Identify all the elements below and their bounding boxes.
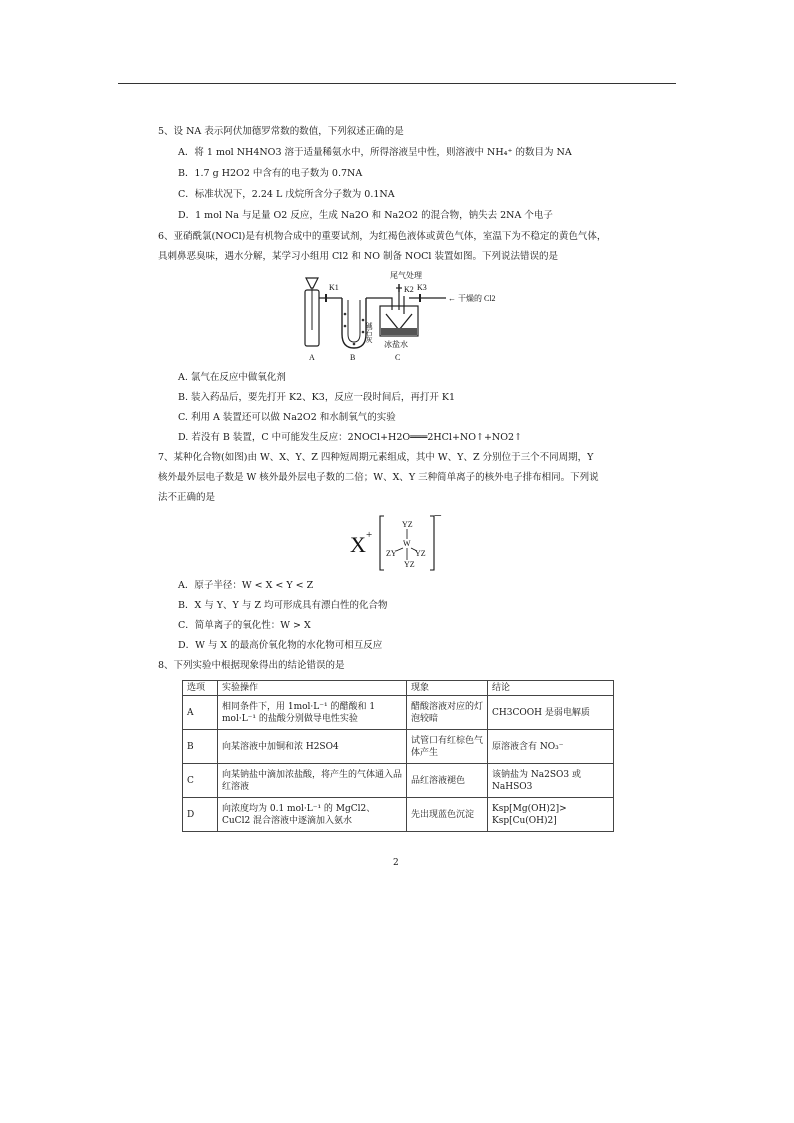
label-b: B — [350, 353, 356, 362]
center-w: W — [403, 539, 411, 548]
cation-charge: + — [366, 529, 373, 541]
ligand-right: YZ — [415, 549, 426, 558]
right-bracket — [430, 516, 434, 570]
q6-stem-line-2: 具刺鼻恶臭味，遇水分解，某学习小组用 Cl2 和 NO 制备 NOCl 装置如图。下列说法错误的是 — [158, 251, 558, 262]
q7-stem-line-3: 法不正确的是 — [158, 492, 216, 503]
cation-x: X — [350, 532, 366, 557]
row-b-operation: 向某溶液中加铜和浓 H2SO4 — [218, 730, 407, 764]
q7-option-a: A．原子半径：W < X < Y < Z — [178, 580, 314, 591]
q6-apparatus-figure — [296, 270, 528, 362]
funnel-a — [306, 278, 318, 288]
q7-option-c: C．简单离子的氧化性：W > X — [178, 620, 311, 631]
row-b-conclusion: 原溶液含有 NO₃⁻ — [488, 730, 614, 764]
ligand-left: ZY — [386, 549, 397, 558]
row-d-option: D — [183, 798, 218, 832]
label-soda-lime: 碱石灰 — [365, 322, 373, 343]
table-row — [183, 764, 614, 798]
row-d-conclusion: Ksp[Mg(OH)2]> Ksp[Cu(OH)2] — [488, 798, 614, 832]
q8-experiment-table — [182, 680, 614, 832]
left-bracket — [380, 516, 384, 570]
q6-option-d: D. 若没有 B 装置，C 中可能发生反应：2NOCl+H2O═══2HCl+NO↑+NO2↑ — [178, 432, 523, 443]
q7-stem-line-1: 7、某种化合物(如图)由 W、X、Y、Z 四种短周期元素组成，其中 W、Y、Z 分别位于三个不同周期，Y — [158, 452, 594, 463]
q7-option-b: B．X 与 Y、Y 与 Z 均可形成具有漂白性的化合物 — [178, 600, 388, 611]
header-phenomenon: 现象 — [407, 681, 488, 696]
row-b-option: B — [183, 730, 218, 764]
label-k2: K2 — [404, 285, 414, 294]
row-c-conclusion: 该钠盐为 Na2SO3 或 NaHSO3 — [488, 764, 614, 798]
q7-option-d: D．W 与 X 的最高价氧化物的水化物可相互反应 — [178, 640, 383, 651]
ligand-top: YZ — [402, 520, 413, 529]
row-a-conclusion: CH3COOH 是弱电解质 — [488, 696, 614, 730]
anion-charge: − — [434, 510, 442, 524]
table-row — [183, 798, 614, 832]
q7-stem-line-2: 核外最外层电子数是 W 核外最外层电子数的二倍；W、X、Y 三种简单离子的核外电子排布相同。下列说 — [158, 472, 599, 483]
row-d-operation: 向浓度均为 0.1 mol·L⁻¹ 的 MgCl2、CuCl2 混合溶液中逐滴加入氨水 — [218, 798, 407, 832]
label-tail-gas: 尾气处理 — [390, 271, 422, 280]
q6-option-b: B. 装入药品后，要先打开 K2、K3，反应一段时间后，再打开 K1 — [178, 392, 455, 403]
row-a-operation: 相同条件下，用 1mol·L⁻¹ 的醋酸和 1 mol·L⁻¹ 的盐酸分别做导电性实验 — [218, 696, 407, 730]
page-number: 2 — [393, 858, 399, 868]
q6-stem-line-1: 6、亚硝酰氯(NOCl)是有机物合成中的重要试剂，为红褐色液体或黄色气体，室温下为不稳定的黄色气体， — [158, 231, 607, 242]
flask-c — [386, 314, 412, 330]
ligand-bottom: YZ — [404, 560, 415, 569]
row-a-phenomenon: 醋酸溶液对应的灯泡较暗 — [407, 696, 488, 730]
row-c-option: C — [183, 764, 218, 798]
header-conclusion: 结论 — [488, 681, 614, 696]
row-c-phenomenon: 品红溶液褪色 — [407, 764, 488, 798]
label-ice-salt-water: 冰盐水 — [384, 340, 408, 349]
header-rule — [118, 83, 676, 84]
q6-option-c: C. 利用 A 装置还可以做 Na2O2 和水制氧气的实验 — [178, 412, 396, 423]
header-option: 选项 — [183, 681, 218, 696]
q5-option-d: D．1 mol Na 与足量 O2 反应，生成 Na2O 和 Na2O2 的混合物，钠失去 2NA 个电子 — [178, 210, 553, 221]
table-row — [183, 730, 614, 764]
row-b-phenomenon: 试管口有红棕色气体产生 — [407, 730, 488, 764]
q6-option-a: A. 氯气在反应中做氧化剂 — [178, 372, 286, 383]
row-c-operation: 向某钠盐中滴加浓盐酸，将产生的气体通入品红溶液 — [218, 764, 407, 798]
q5-option-a: A．将 1 mol NH4NO3 溶于适量稀氨水中，所得溶液呈中性，则溶液中 NH₄⁺ 的数目为 NA — [178, 147, 572, 158]
table-row — [183, 696, 614, 730]
label-a: A — [309, 353, 315, 362]
label-k1: K1 — [329, 283, 339, 292]
q5-option-b: B．1.7 g H2O2 中含有的电子数为 0.7NA — [178, 168, 363, 179]
q7-structure-formula — [348, 510, 454, 572]
header-operation: 实验操作 — [218, 681, 407, 696]
label-k3: K3 — [417, 283, 427, 292]
label-c: C — [395, 353, 401, 362]
q5-option-c: C．标准状况下，2.24 L 戊烷所含分子数为 0.1NA — [178, 189, 395, 200]
label-dry-chlorine: ← 干燥的 Cl2 — [448, 294, 496, 303]
u-tube-b — [342, 298, 366, 348]
row-d-phenomenon: 先出现蓝色沉淀 — [407, 798, 488, 832]
q8-stem: 8、下列实验中根据现象得出的结论错误的是 — [158, 660, 345, 671]
table-header-row — [183, 681, 614, 696]
q5-stem: 5、设 NA 表示阿伏加德罗常数的数值，下列叙述正确的是 — [158, 126, 404, 137]
row-a-option: A — [183, 696, 218, 730]
